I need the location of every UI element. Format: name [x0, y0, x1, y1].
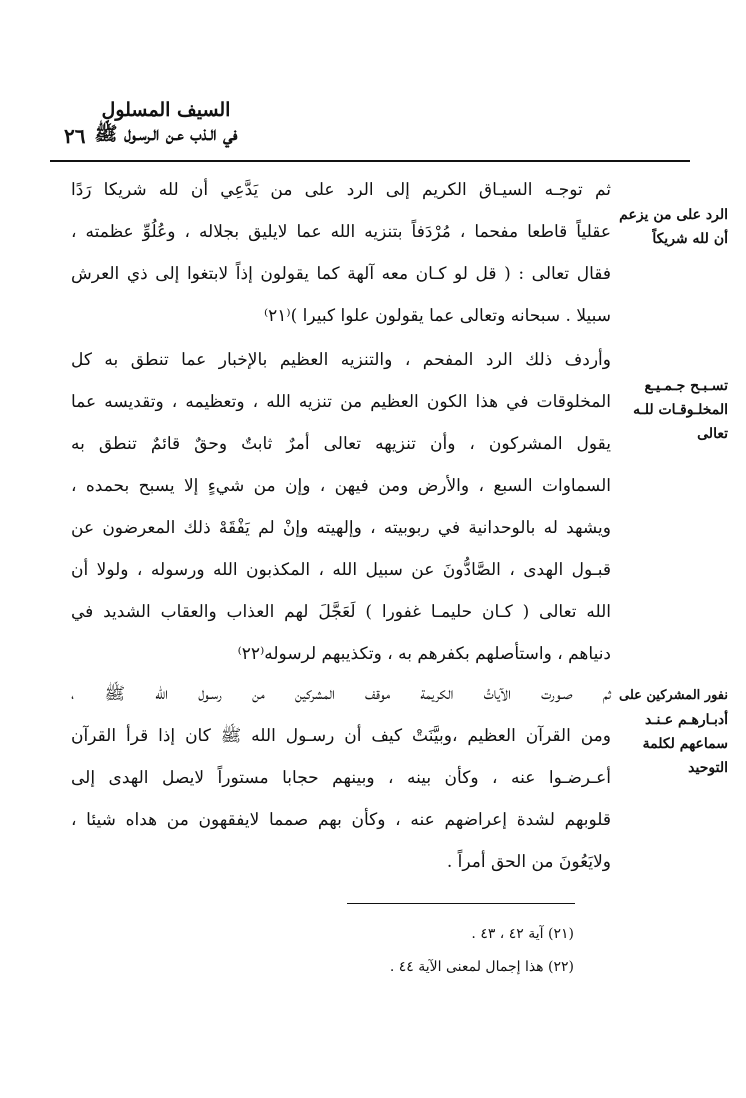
- text-line: عقلياً قاطعا مفحما ، مُرْدَفاً بتنزيه الله عما لايليق بجلاله ، وعُلُوِّ عظمته ،: [71, 222, 611, 242]
- text-line: يقول المشركون ، وأن تنزيهه تعالى أمرٌ ثابتٌ وحقٌ قائمٌ تنطق به: [71, 434, 611, 454]
- margin-note-tasbih: [620, 374, 728, 446]
- running-title-line-1: السيف المسلول: [101, 99, 231, 121]
- text-line: قبـول الهدى ، الصَّادُّونَ عن سبيل الله ، المكذبون الله ورسوله ، ولولا أن: [71, 560, 611, 580]
- text-line: الله تعالى ( كـان حليمـا غفورا ) لَعَجَّلَ لهم العذاب والعقاب الشديد في: [71, 602, 611, 622]
- header-divider: [50, 160, 690, 162]
- text-line: قلوبهم لشدة إعراضهم عنه ، وكأن بهم صمما لايفقهون من هداه شيئا ،: [71, 810, 611, 830]
- text-line: السماوات السبع ، والأرض ومن فيهن ، وإن من شيءٍ إلا يسبح بحمده ،: [71, 476, 611, 496]
- text-line: ولايَعُونَ من الحق أمراً .: [446, 852, 611, 872]
- footnote-21: (٢١) آية ٤٢ ، ٤٣ .: [471, 926, 574, 942]
- footnote-divider: [347, 903, 575, 904]
- margin-note-line: تسـبـح جـمـيـع: [644, 378, 728, 394]
- text-line: فقال تعالى : ( قل لو كـان معه آلهة كما يقولون إذاً لابتغوا إلى ذي العرش: [71, 264, 611, 284]
- page-header: [50, 98, 690, 158]
- footnotes: [154, 918, 574, 984]
- text-line: سبيلا . سبحانه وتعالى عما يقولون علوا كبيرا )⁽٢١⁾: [263, 306, 611, 326]
- text-line: ثم صـورت الآياتُ الكريمة موقف المشركين من رسـول الله ﷺ ،: [71, 684, 611, 704]
- margin-note-line: سماعهم لكلمة: [642, 736, 728, 752]
- running-title-line-2: في الـذب عـن الـرسـول ﷺ: [94, 123, 238, 145]
- margin-note-line: أدبـارهـم عـنـد: [645, 712, 728, 728]
- margin-note-line: تعالى: [697, 426, 728, 442]
- margin-note-line: أن لله شريكاً: [652, 231, 728, 247]
- paragraph-3: [71, 673, 611, 883]
- footnote-22: (٢٢) هذا إجمال لمعنى الآية ٤٤ .: [389, 959, 574, 975]
- text-line: ثم توجـه السيـاق الكريم إلى الرد على من يَدَّعِي أن لله شريكا رَدًا: [71, 180, 611, 200]
- margin-note-polytheists-aversion: [620, 684, 728, 780]
- margin-note-line: نفور المشركين على: [618, 688, 728, 703]
- paragraph-2: [71, 339, 611, 675]
- page-number: ٢٦: [64, 124, 86, 148]
- text-line: المخلوقات في هذا الكون العظيم من تنزيه الله ، وتعظيمه ، وتقديسه عما: [71, 392, 611, 412]
- margin-note-line: التوحيد: [688, 760, 728, 776]
- text-line: أعـرضـوا عنه ، وكأن بينه ، وبينهم حجابا مستوراً لايصل الهدى إلى: [71, 768, 611, 788]
- margin-note-line: المخلـوقـات للـه: [633, 402, 728, 418]
- text-line: ويشهد له بالوحدانية في ربوبيته ، وإلهيته وإنْ لم يَفْقَهْ ذلك المعرضون عن: [71, 518, 611, 538]
- margin-note-line: الرد على من يزعم: [619, 207, 728, 223]
- paragraph-1: [71, 169, 611, 337]
- text-line: دنياهم ، واستأصلهم بكفرهم به ، وتكذيبهم لرسوله⁽٢٢⁾: [237, 644, 611, 664]
- margin-note-shirk-rebuttal: [620, 203, 728, 251]
- text-line: وأردف ذلك الرد المفحم ، والتنزيه العظيم بالإخبار عما تنطق به كل: [71, 350, 611, 370]
- text-line: ومن القرآن العظيم ،وبيَّنَتْ كيف أن رسـول الله ﷺ كان إذا قرأ القرآن: [71, 726, 611, 746]
